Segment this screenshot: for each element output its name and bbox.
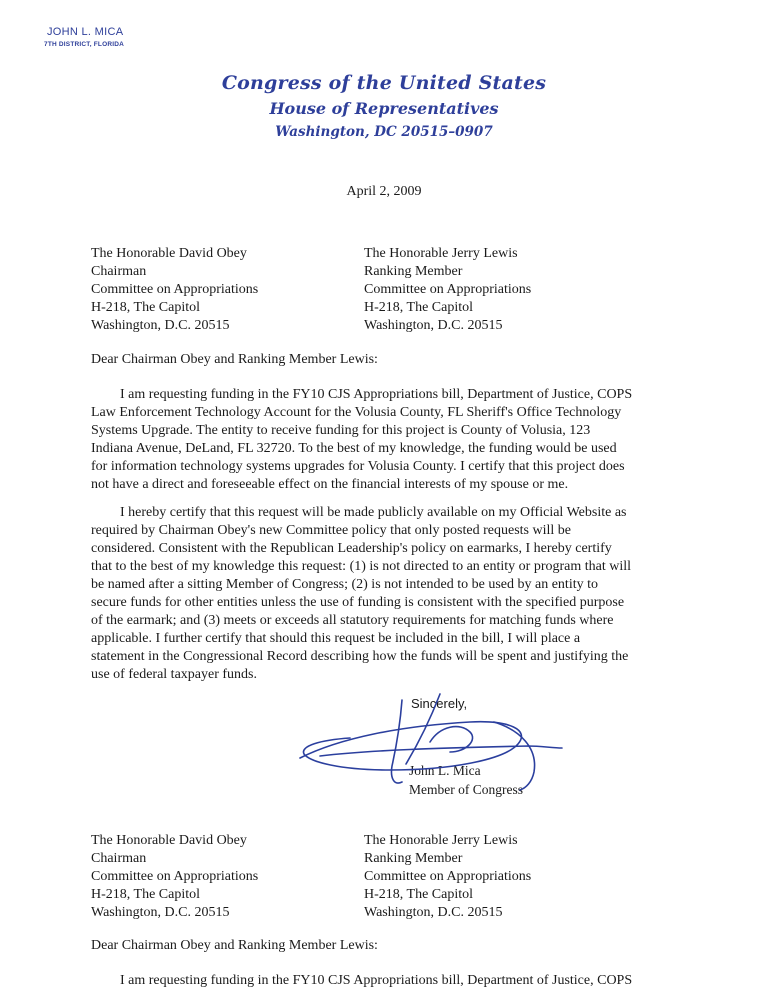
recipient-line: Washington, D.C. 20515 — [91, 905, 230, 920]
recipient-line: H-218, The Capitol — [364, 300, 474, 315]
paragraph-certification — [91, 504, 683, 684]
recipient-line: Committee on Appropriations — [364, 282, 532, 297]
recipient-line: Committee on Appropriations — [91, 282, 259, 297]
recipient-line: H-218, The Capitol — [91, 300, 201, 315]
letterhead-house: House of Representatives — [269, 99, 499, 118]
member-district: 7TH DISTRICT, FLORIDA — [44, 41, 125, 48]
paragraph-line: Indiana Avenue, DeLand, FL 32720. To the best of my knowledge, the funding would be used — [91, 441, 617, 456]
recipient-line: Chairman — [91, 851, 147, 866]
salutation: Dear Chairman Obey and Ranking Member Lewis: — [91, 352, 378, 367]
paragraph-line: statement in the Congressional Record describing how the funds will be spent and justifying the — [91, 649, 629, 664]
recipient-line: The Honorable Jerry Lewis — [364, 246, 518, 261]
recipient-line: H-218, The Capitol — [364, 887, 474, 902]
paragraph-funding-request-repeat — [91, 972, 683, 990]
recipient-line: Ranking Member — [364, 851, 463, 866]
recipient-line: The Honorable David Obey — [91, 833, 247, 848]
closing: Sincerely, — [411, 696, 468, 711]
paragraph-line: Systems Upgrade. The entity to receive funding for this project is County of Volusia, 123 — [91, 423, 591, 438]
signer-title: Member of Congress — [409, 782, 523, 797]
recipient-line: H-218, The Capitol — [91, 887, 201, 902]
paragraph-line: of the earmark; and (3) meets or exceeds all statutory requirements for matching funds where — [91, 613, 614, 628]
paragraph-line: not have a direct and foreseeable effect on the financial interests of my spouse or me. — [91, 477, 569, 492]
paragraph-line: Law Enforcement Technology Account for the Volusia County, FL Sheriff's Office Technology — [91, 405, 622, 420]
paragraph-line: use of federal taxpayer funds. — [91, 667, 257, 682]
letterhead-address: Washington, DC 20515–0907 — [275, 124, 493, 140]
recipient-line: The Honorable David Obey — [91, 246, 247, 261]
paragraph-line: I am requesting funding in the FY10 CJS Appropriations bill, Department of Justice, COPS — [120, 387, 633, 402]
handwritten-signature — [280, 686, 570, 796]
recipient-line: Ranking Member — [364, 264, 463, 279]
recipient-left-repeat — [91, 832, 258, 922]
recipient-line: Committee on Appropriations — [91, 869, 259, 884]
paragraph-line: that to the best of my knowledge this request: (1) is not directed to an entity or program that will — [91, 559, 632, 574]
letter-date: April 2, 2009 — [346, 184, 422, 199]
signer-name: John L. Mica — [409, 763, 481, 778]
recipient-line: Chairman — [91, 264, 147, 279]
recipient-right-repeat — [364, 832, 531, 922]
salutation-repeat: Dear Chairman Obey and Ranking Member Lewis: — [91, 938, 378, 953]
paragraph-line: I hereby certify that this request will be made publicly available on my Official Website as — [120, 505, 627, 520]
letterhead-congress: Congress of the United States — [221, 72, 547, 94]
paragraph-line: applicable. I further certify that should this request be included in the bill, I will place a — [91, 631, 581, 646]
recipient-line: Washington, D.C. 20515 — [364, 318, 503, 333]
paragraph-funding-request — [91, 386, 683, 494]
recipient-line: The Honorable Jerry Lewis — [364, 833, 518, 848]
recipient-left — [91, 245, 258, 335]
paragraph-line: secure funds for other entities unless the use of funding is consistent with the specified purpose — [91, 595, 625, 610]
paragraph-line: required by Chairman Obey's new Committee policy that only posted requests will be — [91, 523, 571, 538]
paragraph-line: considered. Consistent with the Republican Leadership's policy on earmarks, I hereby certify — [91, 541, 612, 556]
recipient-line: Washington, D.C. 20515 — [364, 905, 503, 920]
recipient-line: Committee on Appropriations — [364, 869, 532, 884]
recipient-right — [364, 245, 531, 335]
paragraph-line: for information technology systems upgrades for Volusia County. I certify that this project does — [91, 459, 625, 474]
recipient-line: Washington, D.C. 20515 — [91, 318, 230, 333]
paragraph-line: I am requesting funding in the FY10 CJS Appropriations bill, Department of Justice, COPS — [120, 973, 633, 988]
paragraph-line: be named after a sitting Member of Congress; (2) is not intended to be used by an entity to — [91, 577, 598, 592]
member-name: JOHN L. MICA — [47, 26, 124, 38]
